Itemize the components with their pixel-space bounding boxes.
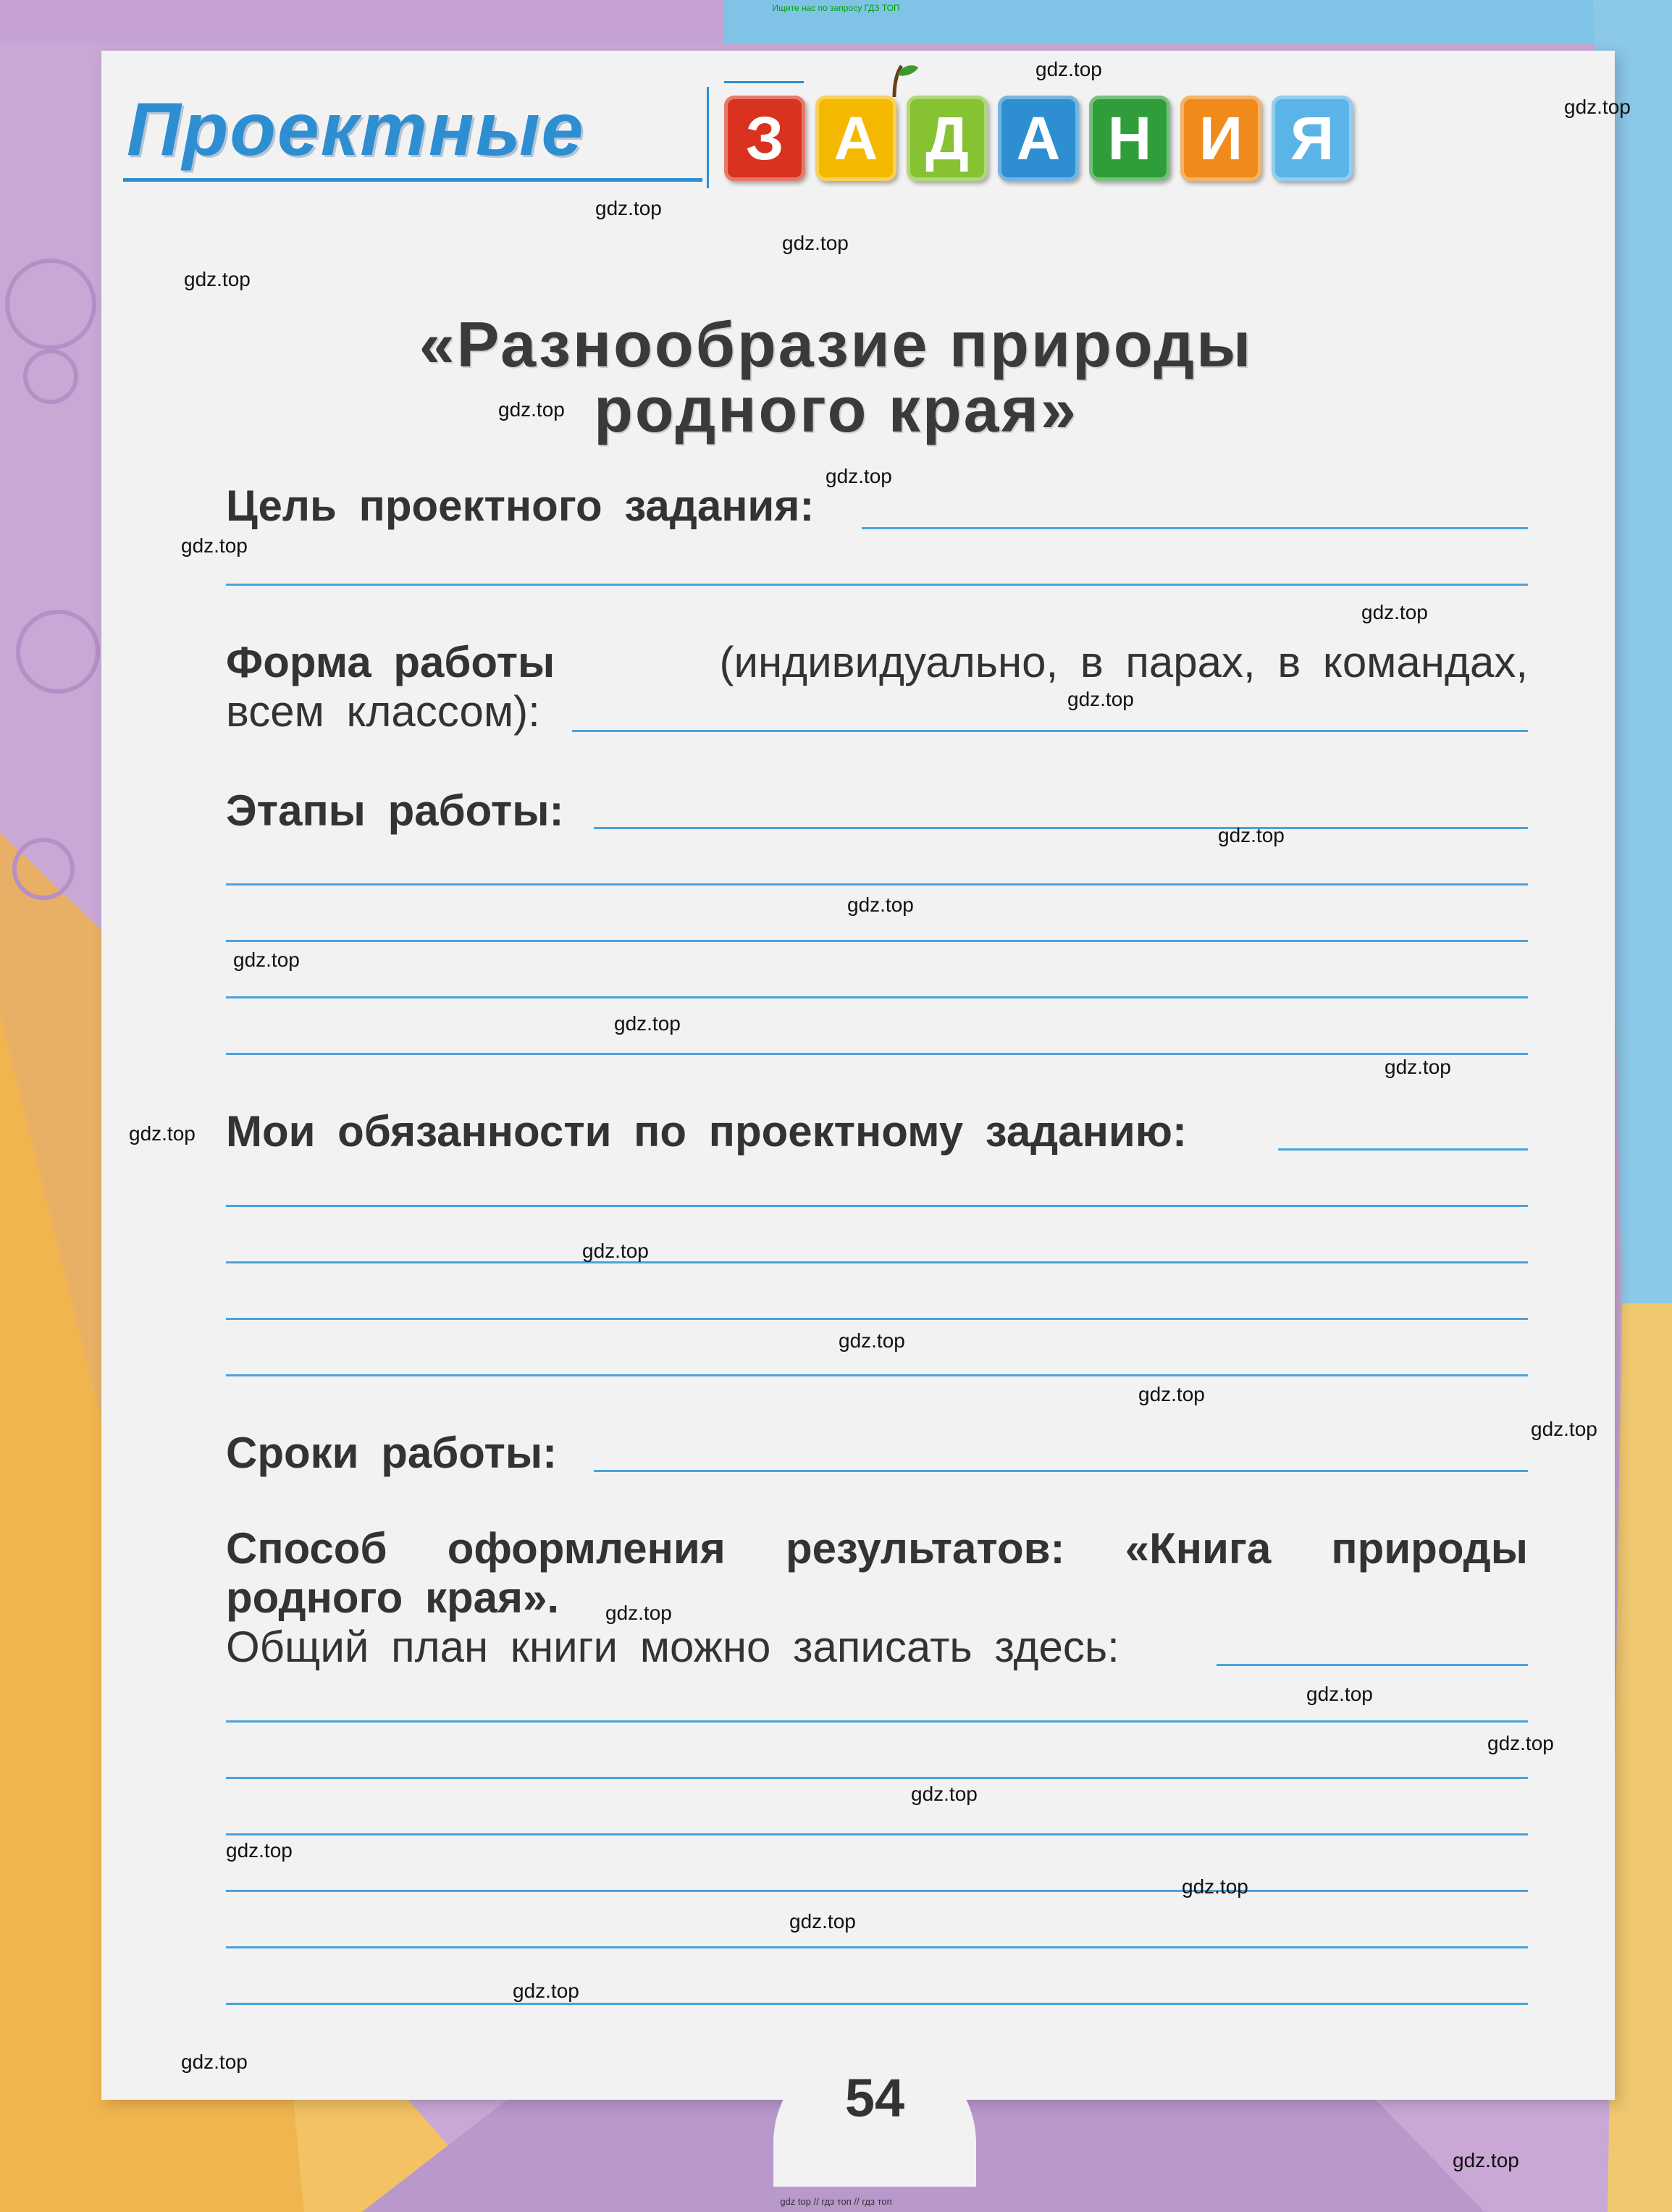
watermark: gdz.top — [498, 398, 565, 421]
work-form-answer-line[interactable] — [572, 730, 1528, 732]
watermark: gdz.top — [129, 1122, 196, 1145]
watermark: gdz.top — [826, 465, 892, 487]
plan-answer-line-5[interactable] — [226, 1890, 1528, 1892]
watermark: gdz.top — [1182, 1875, 1248, 1898]
watermark: gdz.top — [226, 1839, 293, 1862]
plan-answer-line-6[interactable] — [226, 1946, 1528, 1948]
plan-answer-line-7[interactable] — [226, 2003, 1528, 2005]
letter-tile: А — [998, 96, 1079, 181]
watermark: gdz.top — [582, 1240, 649, 1262]
letter-tile: А — [815, 96, 896, 181]
duties-answer-line-1[interactable] — [1278, 1148, 1528, 1151]
watermark: gdz.top — [1453, 2149, 1519, 2171]
plan-label: Общий план книги можно записать здесь: — [226, 1623, 1119, 1671]
watermark: gdz.top — [782, 232, 849, 254]
stages-answer-line-4[interactable] — [226, 996, 1528, 998]
stages-label: Этапы работы: — [226, 786, 564, 835]
goal-answer-line-2[interactable] — [226, 584, 1528, 586]
watermark: gdz.top — [1218, 824, 1285, 846]
watermark: gdz.top — [1531, 1418, 1597, 1440]
watermark: gdz.top — [605, 1602, 672, 1624]
watermark: gdz.top — [1306, 1683, 1373, 1705]
top-note: Ищите нас по запросу ГДЗ ТОП — [772, 3, 900, 13]
watermark: gdz.top — [847, 893, 914, 916]
result-format-label-continued: родного края». — [226, 1573, 560, 1622]
letter-tile: Н — [1089, 96, 1170, 181]
goal-answer-line-1[interactable] — [862, 527, 1528, 529]
watermark: gdz.top — [1487, 1732, 1554, 1754]
duties-answer-line-5[interactable] — [226, 1374, 1528, 1376]
letter-tile: З — [724, 96, 805, 181]
tasks-letter-tiles — [724, 96, 1353, 181]
ruler-vertical-icon — [707, 87, 713, 188]
plan-answer-line-1[interactable] — [1217, 1664, 1528, 1666]
section-title: Проектные — [127, 88, 585, 172]
ruler-horizontal-icon — [724, 81, 804, 88]
watermark: gdz.top — [233, 949, 300, 971]
result-format-label: Способ оформления результатов: «Книга природы — [226, 1524, 1528, 1573]
work-form-options-continued: всем классом): — [226, 687, 540, 736]
watermark: gdz.top — [595, 197, 662, 219]
letter-tile: Я — [1272, 96, 1353, 181]
letter-tile: И — [1180, 96, 1261, 181]
watermark: gdz.top — [1067, 688, 1134, 710]
plan-answer-line-3[interactable] — [226, 1777, 1528, 1779]
stages-answer-line-2[interactable] — [226, 883, 1528, 886]
watermark: gdz.top — [1035, 58, 1102, 80]
watermark: gdz.top — [911, 1783, 978, 1805]
apple-icon — [869, 62, 920, 98]
deadline-answer-line[interactable] — [594, 1470, 1528, 1472]
bottom-note: gdz top // гдз топ // гдз топ — [780, 2196, 892, 2207]
stages-answer-line-5[interactable] — [226, 1053, 1528, 1055]
watermark: gdz.top — [1361, 601, 1428, 623]
work-form-label-text: Форма работы — [226, 638, 555, 686]
duties-answer-line-3[interactable] — [226, 1261, 1528, 1263]
deadline-label: Сроки работы: — [226, 1429, 558, 1477]
plan-answer-line-4[interactable] — [226, 1833, 1528, 1835]
watermark: gdz.top — [1385, 1056, 1451, 1078]
project-title-line-1: «Разнообразие природы — [419, 308, 1253, 380]
duties-answer-line-4[interactable] — [226, 1318, 1528, 1320]
work-form-label — [226, 637, 555, 687]
watermark: gdz.top — [181, 2051, 248, 2073]
watermark: gdz.top — [184, 268, 251, 290]
watermark: gdz.top — [1564, 96, 1631, 118]
stages-answer-line-3[interactable] — [226, 940, 1528, 942]
goal-label: Цель проектного задания: — [226, 481, 815, 530]
watermark: gdz.top — [181, 534, 248, 557]
watermark: gdz.top — [839, 1329, 905, 1352]
plan-answer-line-2[interactable] — [226, 1720, 1528, 1723]
duties-answer-line-2[interactable] — [226, 1205, 1528, 1207]
page-number: 54 — [844, 2068, 905, 2128]
project-title-line-2: родного края» — [594, 374, 1078, 445]
watermark: gdz.top — [789, 1910, 856, 1933]
title-underline — [123, 178, 702, 182]
watermark: gdz.top — [1138, 1383, 1205, 1405]
letter-tile: Д — [907, 96, 988, 181]
duties-label: Мои обязанности по проектному заданию: — [226, 1107, 1187, 1156]
watermark: gdz.top — [614, 1012, 681, 1035]
work-form-options: (индивидуально, в парах, в командах, — [719, 638, 1528, 686]
watermark: gdz.top — [513, 1980, 579, 2002]
stages-answer-line-1[interactable] — [594, 827, 1528, 829]
